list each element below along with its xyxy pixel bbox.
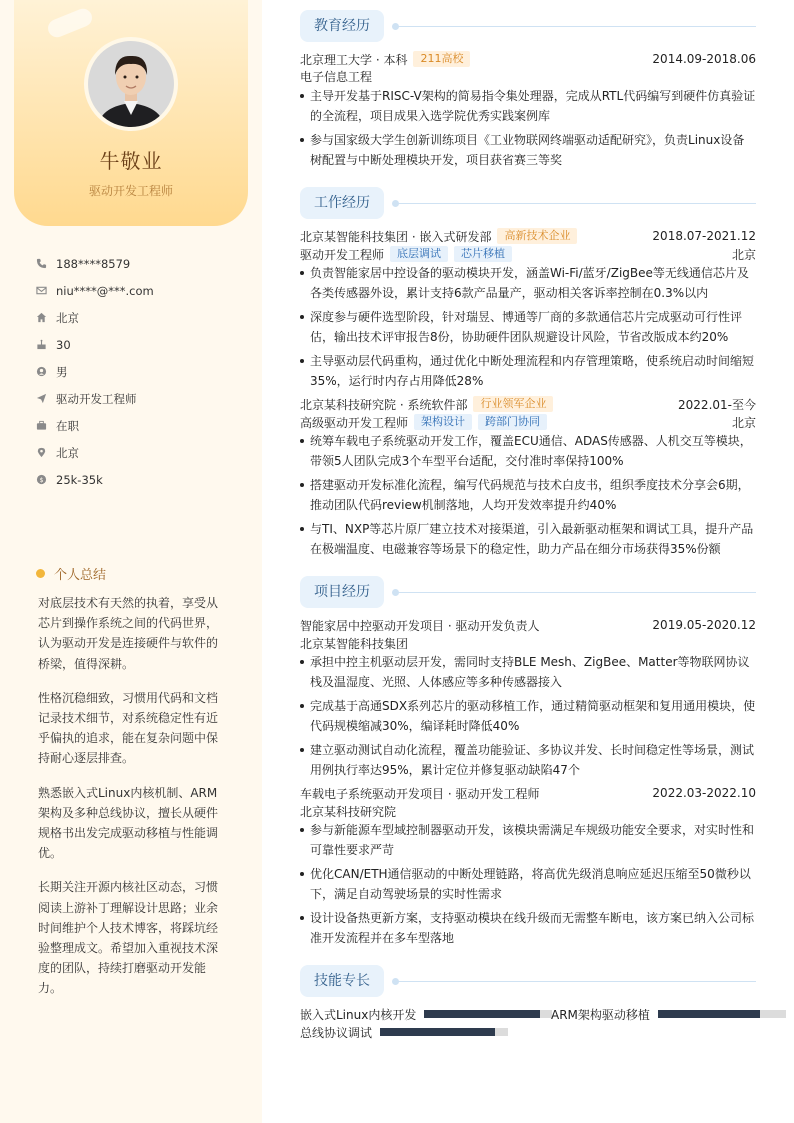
skill-tag: 架构设计 (414, 414, 472, 430)
summary-paragraph: 长期关注开源内核社区动态，习惯阅读上游补丁理解设计思路；业余时间维护个人技术博客，将踩坑经验整理成文。希望加入重视技术深度的团队，持续打磨驱动开发能力。 (38, 880, 219, 996)
skill-level-fill (658, 1010, 760, 1018)
work-city: 北京 (731, 415, 756, 430)
education-major-row (300, 67, 756, 85)
info-target-role (36, 385, 154, 412)
skills-section-title: 技能专长 (300, 965, 384, 997)
list-item: 主导开发基于RISC-V架构的简易指令集处理器，完成从RTL代码编写到硬件仿真验证的全流程，项目成果入选学院优秀实践案例库 (300, 86, 756, 126)
work-company: 北京某智能科技集团 · 嵌入式研发部 (300, 229, 492, 244)
summary-title: 个人总结 (54, 568, 107, 583)
send-icon (36, 393, 56, 404)
skill-name: 总线协议调试 (300, 1025, 373, 1040)
summary-body (38, 593, 224, 1013)
project-name: 车载电子系统驱动开发项目 · 驱动开发工程师 (300, 786, 540, 801)
work-entry-header (300, 227, 756, 245)
info-target-city (36, 439, 154, 466)
education-entry-header (300, 50, 756, 68)
skill-name: 嵌入式Linux内核开发 (300, 1007, 417, 1022)
project-period: 2019.05-2020.12 (652, 618, 756, 632)
info-target-role-text: 驱动开发工程师 (56, 391, 137, 406)
skill-level-bar (658, 1010, 786, 1018)
section-divider (396, 592, 756, 593)
section-divider (396, 203, 756, 204)
work-section-header (300, 187, 756, 219)
skill-level-fill (380, 1028, 495, 1036)
project-period: 2022.03-2022.10 (652, 786, 756, 800)
project-entry-header (300, 784, 756, 802)
skill-level-fill (424, 1010, 539, 1018)
skill-level-bar (424, 1010, 552, 1018)
avatar-photo-icon (88, 41, 174, 127)
mail-icon (36, 285, 56, 296)
project-entry-header (300, 616, 756, 634)
gender-icon (36, 366, 56, 377)
skill-item (300, 1023, 508, 1041)
list-item: 负责智能家居中控设备的驱动模块开发，涵盖Wi-Fi/蓝牙/ZigBee等无线通信芯片及各类传感器外设，累计支持6款产品量产，驱动相关客诉率控制在0.3%以内 (300, 263, 756, 303)
list-item: 统筹车载电子系统驱动开发工作，覆盖ECU通信、ADAS传感器、人机交互等模块，带领5人团队完成3个车型平台适配，交付准时率保持100% (300, 431, 756, 471)
info-phone (36, 250, 154, 277)
info-target-city-text: 北京 (56, 445, 79, 460)
profile-role: 驱动开发工程师 (88, 184, 173, 198)
info-status-text: 在职 (56, 418, 79, 433)
summary-paragraph: 对底层技术有天然的执着，享受从芯片到操作系统之间的代码世界，认为驱动开发是连接硬件与软件的桥梁，值得深耕。 (38, 596, 219, 671)
section-divider (396, 981, 756, 982)
list-item: 参与国家级大学生创新训练项目《工业物联网终端驱动适配研究》，负责Linux设备树配置与中断处理模块开发，项目获省赛三等奖 (300, 130, 756, 170)
skill-item (551, 1005, 786, 1023)
info-gender (36, 358, 154, 385)
info-phone-text: 188****8579 (56, 256, 131, 271)
summary-heading (36, 564, 106, 583)
info-gender-text: 男 (56, 364, 68, 379)
summary-paragraph: 性格沉稳细致，习惯用代码和文档记录技术细节，对系统稳定性有近乎偏执的追求，能在复杂问题中保持耐心逐层排查。 (38, 690, 219, 766)
info-residence-text: 北京 (56, 310, 79, 325)
skill-tag: 芯片移植 (454, 246, 512, 262)
info-age-text: 30 (56, 337, 71, 352)
skill-tag: 跨部门协同 (478, 414, 547, 430)
project-bullets (300, 652, 756, 784)
education-section-title: 教育经历 (300, 10, 384, 42)
contact-info-list (36, 250, 154, 493)
work-bullets (300, 263, 756, 395)
home-icon (36, 312, 56, 323)
info-salary-text: 25k-35k (56, 472, 103, 487)
work-period: 2018.07-2021.12 (652, 229, 756, 243)
info-salary (36, 466, 154, 493)
projects-section-title: 项目经历 (300, 576, 384, 608)
list-item: 完成基于高通SDX系列芯片的驱动移植工作，通过精简驱动框架和复用通用模块，使代码规模缩减30%，编译耗时降低40% (300, 696, 756, 736)
project-org: 北京某智能科技集团 (300, 636, 409, 651)
company-tag: 高新技术企业 (497, 228, 577, 244)
sidebar (0, 0, 262, 1123)
cake-icon (36, 339, 56, 350)
location-pin-icon (36, 447, 56, 458)
summary-paragraph: 熟悉嵌入式Linux内核机制、ARM架构及多种总线协议，擅长从硬件规格书出发完成驱动移植与性能调优。 (38, 785, 219, 861)
projects-section-header (300, 576, 756, 608)
salary-icon (36, 474, 56, 485)
project-org: 北京某科技研究院 (300, 804, 397, 819)
phone-icon (36, 258, 56, 269)
list-item: 搭建驱动开发标准化流程，编写代码规范与技术白皮书，组织季度技术分享会6期，推动团队代码review机制落地，人均开发效率提升约40% (300, 475, 756, 515)
list-item: 优化CAN/ETH通信驱动的中断处理链路，将高优先级消息响应延迟压缩至50微秒以下，满足自动驾驶场景的实时性需求 (300, 864, 756, 904)
section-divider (396, 26, 756, 27)
list-item: 承担中控主机驱动层开发，需同时支持BLE Mesh、ZigBee、Matter等物联网协议栈及温湿度、光照、人体感应等多种传感器接入 (300, 652, 756, 692)
info-age (36, 331, 154, 358)
info-residence (36, 304, 154, 331)
info-status (36, 412, 154, 439)
profile-name: 牛敬业 (99, 149, 163, 173)
education-bullets (300, 86, 756, 174)
work-position-row (300, 245, 756, 263)
list-item: 深度参与硬件选型阶段，针对瑞昱、博通等厂商的多款通信芯片完成驱动可行性评估，输出技术评审报告8份，协助硬件团队规避设计风险，节省改版成本约20% (300, 307, 756, 347)
skill-item (300, 1005, 552, 1023)
list-item: 设计设备热更新方案，支持驱动模块在线升级而无需整车断电，该方案已纳入公司标准开发流程并在多车型落地 (300, 908, 756, 948)
svg-text:$: $ (39, 475, 44, 484)
work-entry-header (300, 395, 756, 413)
work-bullets (300, 431, 756, 563)
avatar (84, 37, 178, 131)
skills-section-header (300, 965, 756, 997)
education-period: 2014.09-2018.06 (652, 52, 756, 66)
list-item: 建立驱动测试自动化流程，覆盖功能验证、多协议并发、长时间稳定性等场景，测试用例执行率达95%，累计定位并修复驱动缺陷47个 (300, 740, 756, 780)
project-bullets (300, 820, 756, 952)
info-email-text: niu****@***.com (56, 283, 154, 298)
work-city: 北京 (731, 247, 756, 262)
project-org-row (300, 634, 756, 652)
skill-level-bar (380, 1028, 508, 1036)
work-period: 2022.01-至今 (678, 397, 756, 412)
list-item: 与TI、NXP等芯片原厂建立技术对接渠道，引入最新驱动框架和调试工具，提升产品在极端温度、电磁兼容等场景下的稳定性，助力产品在细分市场获得35%份额 (300, 519, 756, 559)
education-school: 北京理工大学 · 本科 (300, 52, 408, 67)
work-position-row (300, 413, 756, 431)
work-position: 驱动开发工程师 (300, 247, 385, 262)
school-tag: 211高校 (413, 51, 470, 67)
bullet-dot-icon (36, 569, 45, 578)
list-item: 主导驱动层代码重构，通过优化中断处理流程和内存管理策略，使系统启动时间缩短35%，运行时内存占用降低28% (300, 351, 756, 391)
education-section-header (300, 10, 756, 42)
skill-tag: 底层调试 (390, 246, 448, 262)
work-section-title: 工作经历 (300, 187, 384, 219)
info-email (36, 277, 154, 304)
skill-name: ARM架构驱动移植 (551, 1007, 650, 1022)
project-name: 智能家居中控驱动开发项目 · 驱动开发负责人 (300, 618, 540, 633)
briefcase-icon (36, 420, 56, 431)
company-tag: 行业领军企业 (473, 396, 553, 412)
list-item: 参与新能源车型域控制器驱动开发，该模块需满足车规级功能安全要求，对实时性和可靠性要求严苛 (300, 820, 756, 860)
work-position: 高级驱动开发工程师 (300, 415, 409, 430)
project-org-row (300, 802, 756, 820)
work-company: 北京某科技研究院 · 系统软件部 (300, 397, 468, 412)
decorative-pill (45, 6, 94, 40)
education-major: 电子信息工程 (300, 69, 373, 84)
